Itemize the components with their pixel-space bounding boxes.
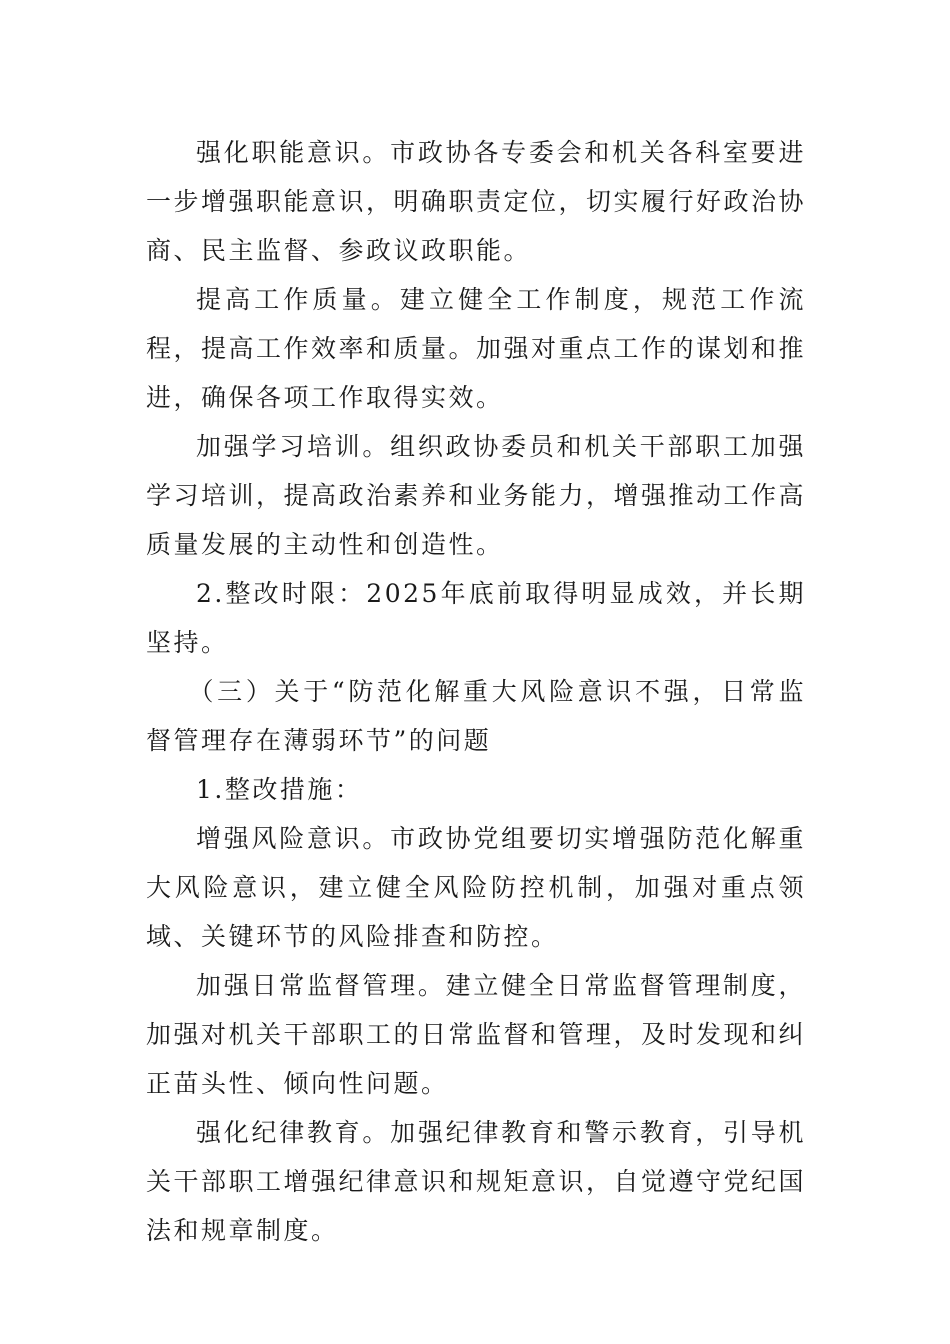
paragraph-daily-supervision: 加强日常监督管理。建立健全日常监督管理制度，加强对机关干部职工的日常监督和管理，及时发现和纠正苗头性、倾向性问题。 bbox=[146, 971, 807, 1098]
paragraph-improve-work-quality: 提高工作质量。建立健全工作制度，规范工作流程，提高工作效率和质量。加强对重点工作的谋划和推进，确保各项工作取得实效。 bbox=[146, 285, 807, 412]
paragraph-rectification-deadline: 2.整改时限：2025年底前取得明显成效，并长期坚持。 bbox=[146, 579, 806, 657]
section-heading-three: （三）关于“防范化解重大风险意识不强，日常监督管理存在薄弱环节”的问题 bbox=[146, 677, 806, 755]
paragraph-discipline-education: 强化纪律教育。加强纪律教育和警示教育，引导机关干部职工增强纪律意识和规矩意识，自觉遵守党纪国法和规章制度。 bbox=[146, 1118, 807, 1245]
subheading-rectification-measures: 1.整改措施： bbox=[196, 775, 363, 804]
document-body bbox=[146, 128, 806, 1255]
paragraph-strengthen-study-training: 加强学习培训。组织政协委员和机关干部职工加强学习培训，提高政治素养和业务能力，增强推动工作高质量发展的主动性和创造性。 bbox=[146, 432, 807, 559]
paragraph-enhance-risk-awareness: 增强风险意识。市政协党组要切实增强防范化解重大风险意识，建立健全风险防控机制，加强对重点领域、关键环节的风险排查和防控。 bbox=[146, 824, 806, 951]
paragraph-strengthen-function-awareness: 强化职能意识。市政协各专委会和机关各科室要进一步增强职能意识，明确职责定位，切实履行好政治协商、民主监督、参政议政职能。 bbox=[146, 138, 807, 265]
